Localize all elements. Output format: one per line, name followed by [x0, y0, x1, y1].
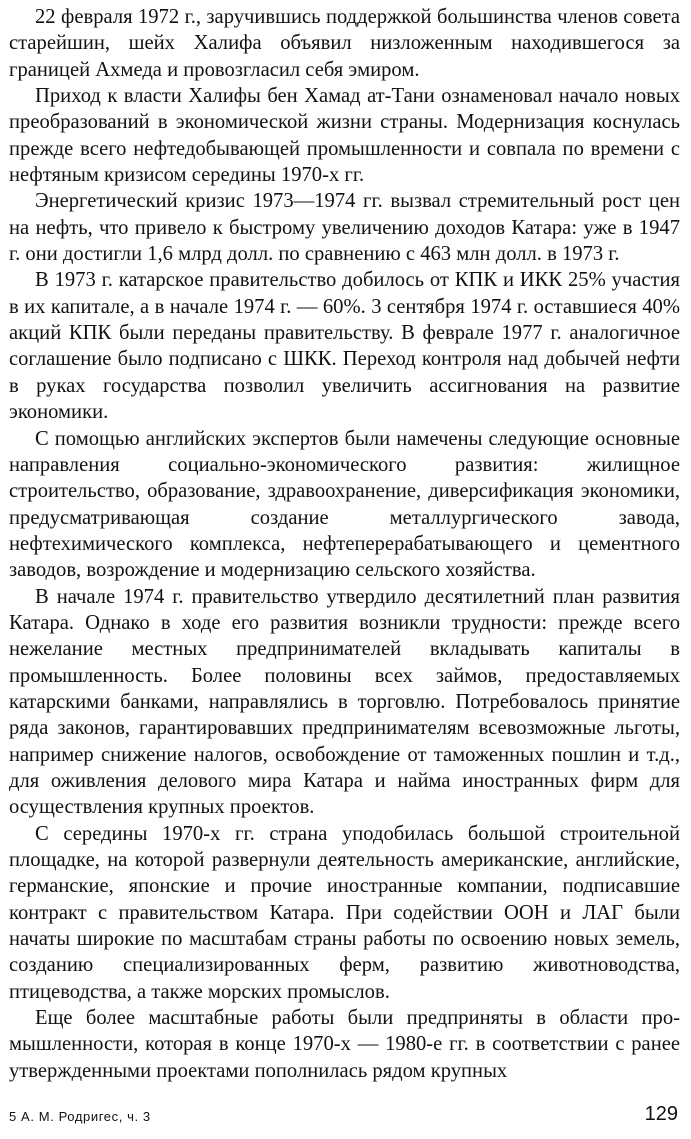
paragraph-3: Энергетический кризис 1973—1974 гг. вызвал стремительный рост цен на нефть, что привело к быстрому увеличению доходов Катара: уже в 1947 г. они достигли 1,6 млрд долл. по сравнению с 463 млн долл. в 1973 г. — [9, 190, 680, 266]
body-text — [9, 4, 680, 1084]
paragraph-5: С помощью английских экспертов были намечены следующие основные направления социально-экономического развития: жилищное строительство, образование, здравоохранение, диверсификация экономики, предусматривающая создание металлургического завода, нефтехимического комплекса, нефтеперерабатывающего и цементного заводов, возрождение и модернизацию сельского хозяйства. — [9, 427, 680, 582]
paragraph-8: Еще более масштабные работы были предприняты в области промышленности, которая в конце 1970-х — 1980-е гг. в соответствии с ранее утвержденными проектами пополнилась рядом крупных — [9, 1007, 680, 1082]
paragraph-4: В 1973 г. катарское правительство добилось от КПК и ИКК 25% участия в их капитале, а в начале 1974 г. — 60%. 3 сентября 1974 г. оставшиеся 40% акций КПК были переданы правительству. В феврале 1977 г. аналогичное соглашение было подписано с ШКК. Переход контроля над добычей нефти в руках государства позволил увеличить ассигнования на развитие экономики. — [9, 269, 680, 424]
page-number: 129 — [644, 1103, 678, 1125]
paragraph-6: В начале 1974 г. правительство утвердило десятилетний план развития Катара. Однако в ходе его развития возникли трудности: прежде всего нежелание местных предпринимателей вкладывать капиталы в промышленность. Более половины всех займов, предоставляемых катарскими банками, направлялись в торговлю. Потребовалось принятие ряда законов, гарантировавших предпринимателям всевозможные льготы, например снижение налогов, освобождение от таможенных пошлин и т.д., для оживления делового мира Катара и найма иностранных фирм для осуществления крупных проектов. — [9, 585, 680, 819]
page-footer — [9, 1103, 680, 1129]
paragraph-2: Приход к власти Халифы бен Хамад ат-Тани ознаменовал начало новых преобразований в экономической жизни страны. Модернизация коснулась прежде всего нефтедобывающей промышленности и совпала по времени с нефтяным кризисом середины 1970-х гг. — [9, 85, 680, 187]
paragraph-7: С середины 1970-х гг. страна уподобилась большой строительной площадке, на которой развернули деятельность американские, английские, германские, японские и прочие иностранные компании, подписавшие контракт с правительством Катара. При содействии ООН и ЛАГ были начаты широкие по масштабам страны работы по освоению новых земель, созданию специализированных ферм, развитию животноводства, птицеводства, а также морских промыслов. — [9, 822, 680, 1003]
paragraph-1: 22 февраля 1972 г., заручившись поддержкой большинства членов совета старейшин, шейх Халифа объявил низложенным находившегося за границей Ахмеда и провозгласил себя эмиром. — [9, 6, 680, 81]
printer-signature: 5 А. М. Родригес, ч. 3 — [9, 1109, 151, 1124]
